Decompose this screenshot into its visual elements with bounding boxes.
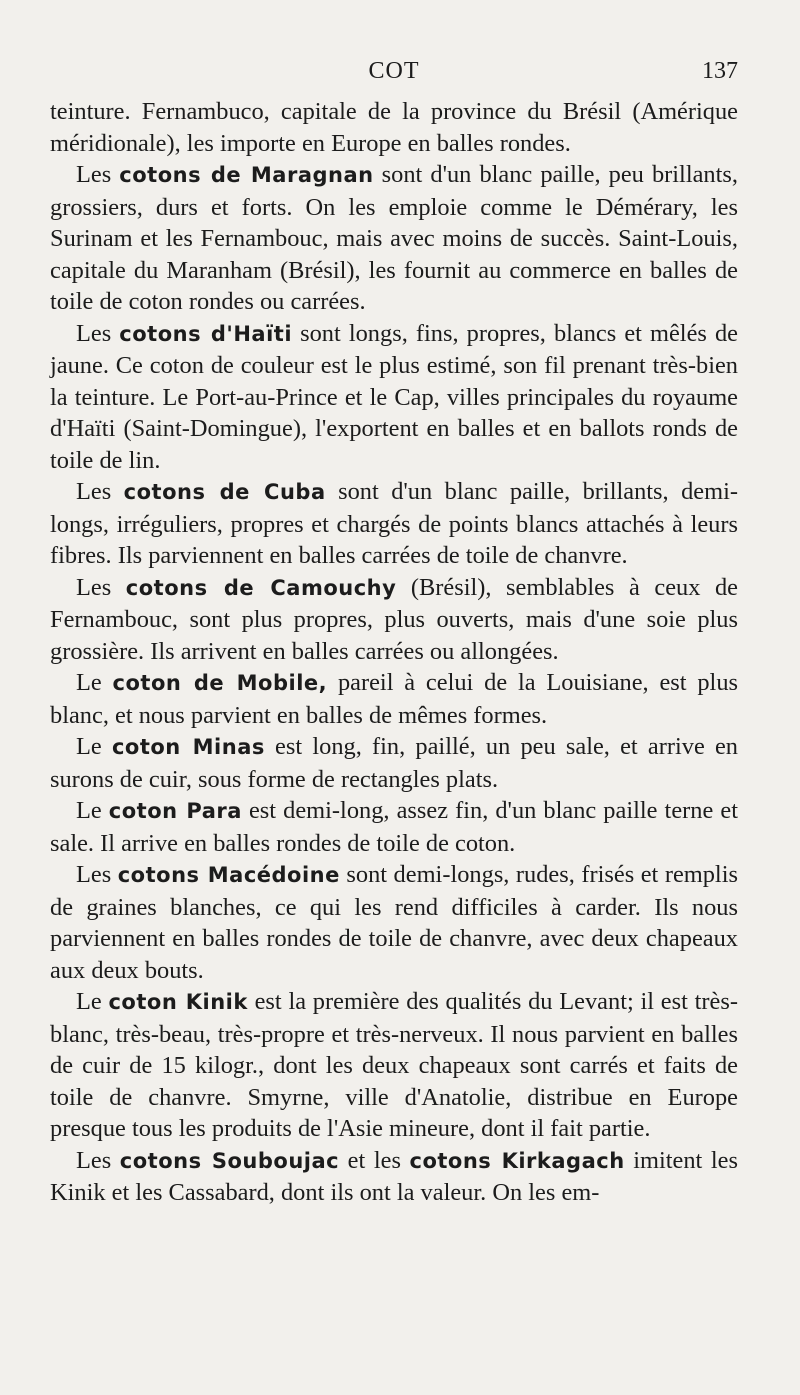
cotton-term: coton de Mobile, (112, 671, 328, 695)
paragraph-lead: Les (76, 478, 124, 505)
paragraph (50, 476, 738, 572)
paragraph-text: est demi-long, assez fin, d'un blanc paille terne et sale. Il arrive en balles rondes de toile de coton. (50, 797, 738, 857)
paragraph (50, 1145, 738, 1209)
paragraph-lead: Le (76, 988, 109, 1015)
paragraph-text: sont longs, fins, propres, blancs et mêlés de jaune. Ce coton de couleur est le plus estimé, son fil prenant très-bien la teinture. Le Port-au-Prince et le Cap, villes principales du royaume d'Haïti (Saint-Domingue), l'exportent en balles et en ballots ronds de toile de lin. (50, 319, 738, 474)
paragraph-lead: Le (76, 797, 109, 824)
running-head: COT (368, 58, 420, 84)
paragraph-text: teinture. Fernambuco, capitale de la province du Brésil (Amérique méridionale), les importe en Europe en balles rondes. (50, 98, 738, 157)
cotton-term: cotons de Maragnan (119, 163, 374, 187)
cotton-term: cotons d'Haïti (119, 321, 293, 346)
paragraph (50, 986, 738, 1145)
paragraph-text: sont d'un blanc paille, peu brillants, grossiers, durs et forts. On les emploie comme le Démérary, les Surinam et les Fernambouc, mais avec moins de succès. Saint-Louis, capitale du Maranham (Brésil), les fournit au commerce en balles de toile de coton rondes ou carrées. (50, 161, 738, 315)
paragraph-text: pareil à celui de la Louisiane, est plus blanc, et nous parvient en balles de mêmes formes. (50, 669, 739, 729)
page-header (50, 58, 738, 92)
cotton-term: coton Kinik (108, 990, 248, 1014)
paragraph (50, 859, 738, 986)
body-text (50, 96, 738, 1209)
cotton-term: cotons de Cuba (123, 480, 326, 504)
paragraph (50, 572, 738, 668)
paragraph-lead: Les (76, 1146, 120, 1174)
paragraph-text: sont demi-longs, rudes, frisés et remplis de graines blanches, ce qui les rend difficiles à carder. Ils nous parviennent en balles rondes de toile de chanvre, avec deux chapeaux aux deux bouts. (50, 861, 738, 984)
paragraph (50, 159, 738, 318)
cotton-term: cotons Souboujac (119, 1148, 340, 1173)
cotton-term: coton Para (108, 799, 242, 823)
paragraph-lead: Le (76, 669, 113, 696)
cotton-term: cotons de Camouchy (125, 575, 397, 600)
paragraph-text: imitent les Kinik et les Cassabard, dont ils ont la valeur. On les em- (50, 1146, 738, 1206)
paragraph-text: est la première des qualités du Levant; il est très-blanc, très-beau, très-propre et très-nerveux. Il nous parvient en balles de cuir de 15 kilogr., dont les deux chapeaux sont carrés et faits de toile de chanvre. Smyrne, ville d'Anatolie, distribue en Europe presque tous les produits de l'Asie mineure, dont il fait partie. (50, 988, 738, 1142)
paragraph-connector: et les (339, 1146, 410, 1174)
paragraph-text: est long, fin, paillé, un peu sale, et arrive en surons de cuir, sous forme de rectangles plats. (50, 733, 738, 793)
cotton-term: cotons Macédoine (117, 863, 340, 887)
paragraph (50, 318, 738, 477)
paragraph (50, 667, 738, 731)
paragraph-lead: Les (76, 319, 120, 347)
paragraph-lead: Le (76, 733, 112, 760)
cotton-term: coton Minas (111, 735, 265, 759)
paragraph-text: (Brésil), semblables à ceux de Fernambouc, sont plus propres, plus ouverts, mais d'une soie plus grossière. Ils arrivent en balles carrées ou allongées. (50, 573, 738, 665)
paragraph-text: sont d'un blanc paille, brillants, demi-longs, irréguliers, propres et chargés de points blancs attachés à leurs fibres. Ils parviennent en balles carrées de toile de chanvre. (50, 478, 738, 569)
paragraph-lead: Les (76, 861, 118, 888)
paragraph (50, 795, 738, 859)
cotton-term: cotons Kirkagach (409, 1148, 625, 1173)
paragraph (50, 96, 738, 159)
paragraph (50, 731, 738, 795)
paragraph-lead: Les (76, 573, 126, 601)
paragraph-lead: Les (76, 161, 120, 188)
page-number: 137 (702, 58, 738, 84)
